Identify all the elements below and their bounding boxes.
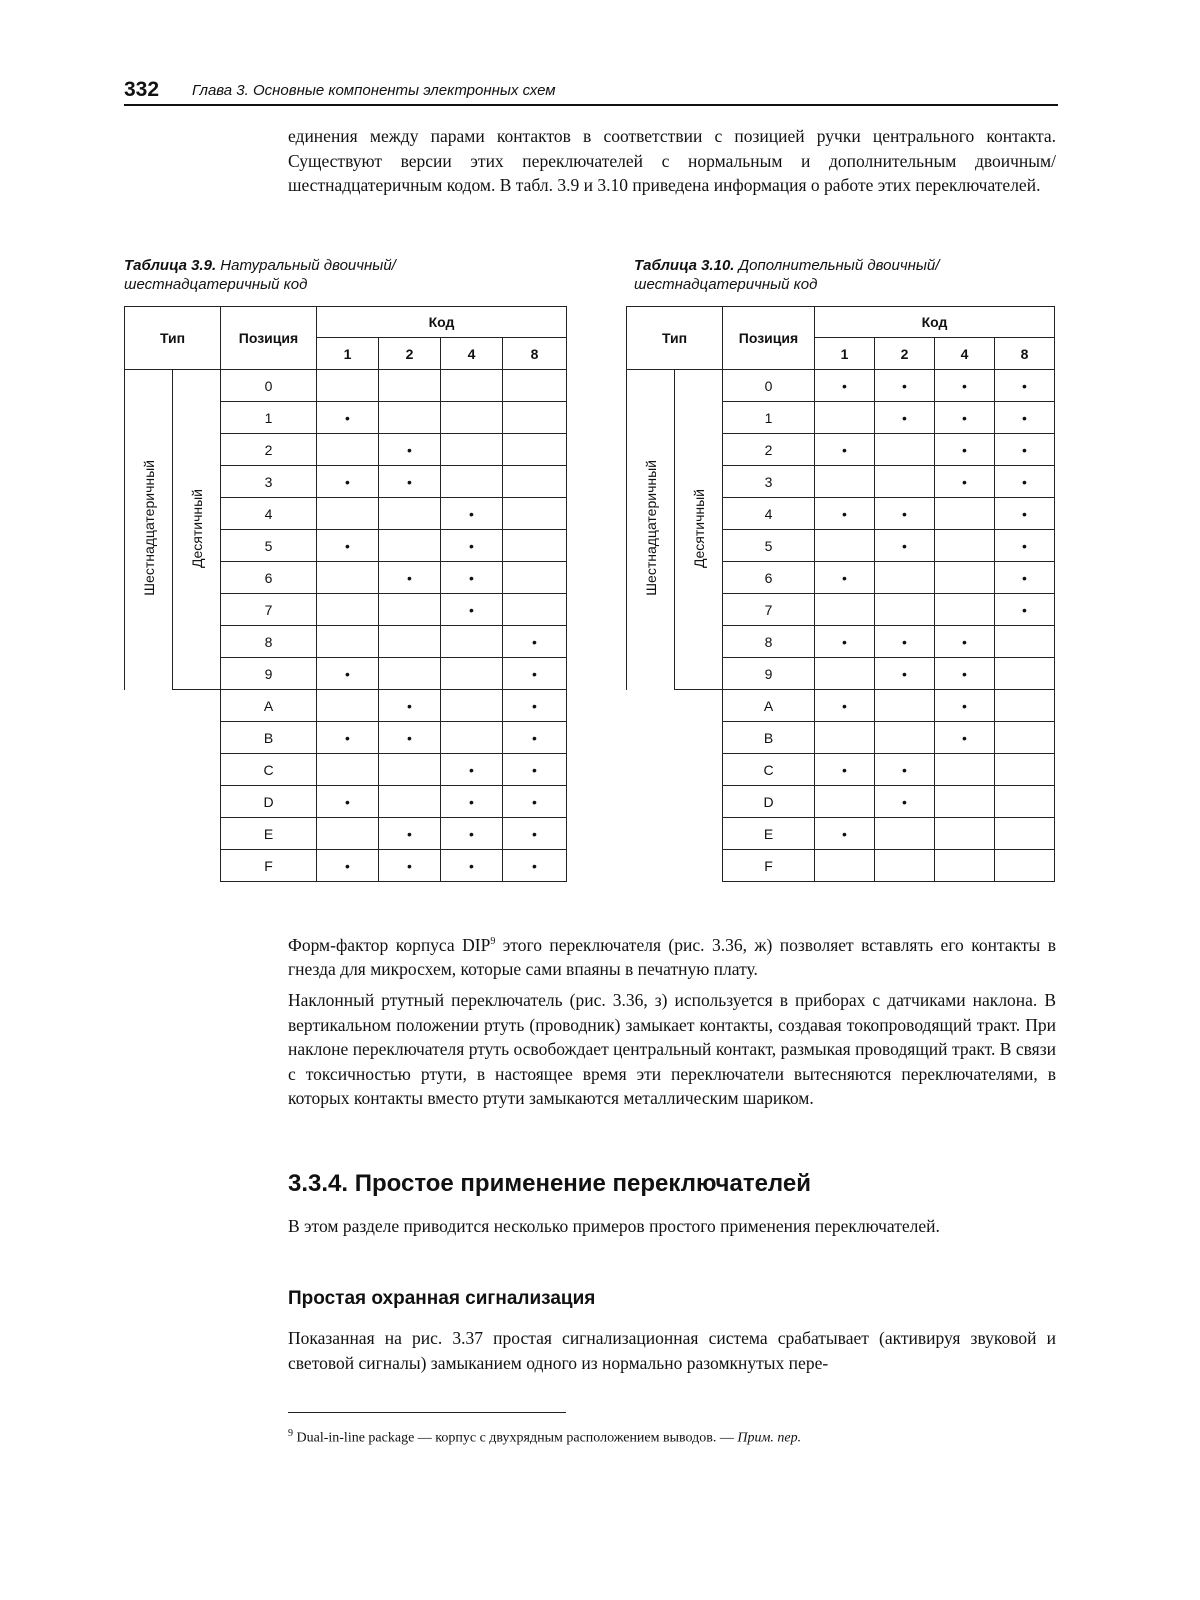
code-bit-cell <box>815 850 875 882</box>
code-bit-cell: • <box>935 466 995 498</box>
code-bit-cell <box>935 530 995 562</box>
col-type-header: Тип <box>627 307 723 370</box>
paragraph-mercury: Наклонный ртутный переключатель (рис. 3.36, з) используется в приборах с датчиками наклона. В вертикальном положении ртуть (проводник) замыкает контакты, создавая токопроводящий тракт. При наклоне переключателя ртуть освобождает центральный контакт, размыкая проводящий тракт. В связи с токсичностью ртути, в настоящее время эти переключатели вытесняются переключателями, в которых контакты вместо ртути замыкаются металлическим шариком. <box>288 990 1056 1108</box>
code-bit-cell <box>441 402 503 434</box>
table-row <box>125 690 567 722</box>
position-cell: 4 <box>723 498 815 530</box>
code-bit-cell: • <box>815 498 875 530</box>
code-bit-cell: • <box>379 466 441 498</box>
bit-header: 4 <box>441 338 503 370</box>
code-bit-cell: • <box>379 690 441 722</box>
code-bit-cell <box>875 690 935 722</box>
code-bit-cell: • <box>995 370 1055 402</box>
code-bit-cell <box>317 562 379 594</box>
section-paragraph: В этом разделе приводится несколько примеров простого применения переключателей. <box>288 1216 940 1236</box>
code-bit-cell: • <box>815 562 875 594</box>
position-cell: 9 <box>221 658 317 690</box>
code-bit-cell: • <box>875 658 935 690</box>
position-cell: A <box>723 690 815 722</box>
code-bit-cell: • <box>935 722 995 754</box>
position-cell: 6 <box>723 562 815 594</box>
footnote-translator-note: Прим. пер. <box>737 1430 802 1446</box>
code-bit-cell <box>379 786 441 818</box>
position-cell: 5 <box>221 530 317 562</box>
code-bit-cell <box>995 786 1055 818</box>
position-cell: D <box>221 786 317 818</box>
code-bit-cell: • <box>935 402 995 434</box>
code-bit-cell <box>379 498 441 530</box>
code-bit-cell <box>815 722 875 754</box>
table2-caption-text: Дополнительный двоичный/шестнадцатеричный код <box>634 257 940 293</box>
code-bit-cell: • <box>503 722 567 754</box>
code-bit-cell: • <box>935 658 995 690</box>
code-bit-cell <box>935 498 995 530</box>
code-bit-cell: • <box>317 402 379 434</box>
header-row <box>627 307 1055 338</box>
code-bit-cell: • <box>815 690 875 722</box>
code-bit-cell: • <box>995 498 1055 530</box>
footnote-number: 9 <box>288 1428 293 1439</box>
code-bit-cell: • <box>815 434 875 466</box>
code-bit-cell <box>815 530 875 562</box>
position-cell: 0 <box>723 370 815 402</box>
code-bit-cell <box>875 850 935 882</box>
code-bit-cell: • <box>815 370 875 402</box>
code-bit-cell <box>503 402 567 434</box>
code-bit-cell: • <box>503 626 567 658</box>
code-bit-cell: • <box>995 530 1055 562</box>
code-bit-cell: • <box>379 434 441 466</box>
code-bit-cell <box>317 434 379 466</box>
footnote-divider <box>288 1412 566 1413</box>
code-bit-cell <box>995 626 1055 658</box>
position-cell: 8 <box>221 626 317 658</box>
code-bit-cell: • <box>995 402 1055 434</box>
code-bit-cell <box>935 562 995 594</box>
bit-header: 2 <box>379 338 441 370</box>
col-type-header: Тип <box>125 307 221 370</box>
position-cell: 1 <box>221 402 317 434</box>
code-bit-cell <box>379 530 441 562</box>
code-bit-cell: • <box>995 434 1055 466</box>
code-bit-cell: • <box>379 818 441 850</box>
code-bit-cell <box>935 594 995 626</box>
table-natural-code <box>124 306 567 882</box>
running-title: Глава 3. Основные компоненты электронных схем <box>192 82 556 99</box>
dec-type-text: Десятичный <box>690 488 707 568</box>
position-cell: A <box>221 690 317 722</box>
bit-header: 8 <box>503 338 567 370</box>
code-bit-cell <box>317 690 379 722</box>
code-bit-cell <box>379 402 441 434</box>
code-bit-cell: • <box>317 530 379 562</box>
header-row <box>125 307 567 338</box>
code-bit-cell: • <box>875 370 935 402</box>
code-bit-cell: • <box>441 786 503 818</box>
code-bit-cell <box>441 434 503 466</box>
col-code-header: Код <box>317 307 567 338</box>
code-bit-cell <box>441 722 503 754</box>
table-row <box>125 370 567 402</box>
bit-header: 1 <box>815 338 875 370</box>
code-bit-cell: • <box>379 722 441 754</box>
code-bit-cell: • <box>379 850 441 882</box>
code-bit-cell: • <box>503 818 567 850</box>
table-row <box>627 690 1055 722</box>
code-bit-cell: • <box>815 818 875 850</box>
code-bit-cell <box>441 658 503 690</box>
code-bit-cell <box>317 594 379 626</box>
dec-type-text: Десятичный <box>188 488 205 568</box>
code-bit-cell <box>875 818 935 850</box>
code-bit-cell <box>875 466 935 498</box>
position-cell: C <box>221 754 317 786</box>
position-cell: 8 <box>723 626 815 658</box>
code-bit-cell <box>875 562 935 594</box>
code-bit-cell: • <box>995 594 1055 626</box>
code-bit-cell <box>379 370 441 402</box>
bit-header: 8 <box>995 338 1055 370</box>
code-bit-cell: • <box>317 786 379 818</box>
code-bit-cell: • <box>935 434 995 466</box>
intro-paragraph: единения между парами контактов в соответствии с позицией ручки центрального контакта. Существуют версии этих переключателей с нормальным и дополнительным двоичным/шестнадцатеричным кодом. В табл. 3.9 и 3.10 приведена информация о работе этих переключателей. <box>288 126 1056 195</box>
code-bit-cell <box>379 658 441 690</box>
hex-type-text: Шестнадцатеричный <box>642 460 659 597</box>
table2-caption-label: Таблица 3.10. <box>634 257 735 274</box>
position-cell: 7 <box>723 594 815 626</box>
code-bit-cell <box>441 690 503 722</box>
paragraph-dip <box>288 930 1056 982</box>
code-bit-cell: • <box>379 562 441 594</box>
code-bit-cell <box>503 562 567 594</box>
code-bit-cell: • <box>503 850 567 882</box>
bit-header: 1 <box>317 338 379 370</box>
code-bit-cell: • <box>815 626 875 658</box>
code-bit-cell <box>317 754 379 786</box>
code-bit-cell <box>317 818 379 850</box>
code-bit-cell: • <box>317 850 379 882</box>
code-bit-cell <box>875 594 935 626</box>
col-position-header: Позиция <box>221 307 317 370</box>
table2-caption <box>634 256 964 294</box>
subsection-heading: Простая охранная сигнализация <box>288 1288 596 1309</box>
code-bit-cell: • <box>441 498 503 530</box>
section-heading: 3.3.4. Простое применение переключателей <box>288 1170 811 1197</box>
code-bit-cell: • <box>317 466 379 498</box>
code-bit-cell: • <box>935 690 995 722</box>
code-bit-cell <box>995 658 1055 690</box>
position-cell: 3 <box>723 466 815 498</box>
code-bit-cell <box>995 722 1055 754</box>
position-cell: E <box>221 818 317 850</box>
code-bit-cell: • <box>441 562 503 594</box>
position-cell: 7 <box>221 594 317 626</box>
code-bit-cell: • <box>875 754 935 786</box>
code-bit-cell <box>935 818 995 850</box>
code-bit-cell <box>503 434 567 466</box>
code-bit-cell <box>935 850 995 882</box>
code-bit-cell <box>317 498 379 530</box>
position-cell: E <box>723 818 815 850</box>
bit-header: 2 <box>875 338 935 370</box>
code-bit-cell <box>317 370 379 402</box>
code-bit-cell <box>815 594 875 626</box>
footnote <box>288 1428 801 1447</box>
col-position-header: Позиция <box>723 307 815 370</box>
hex-type-label <box>627 370 675 690</box>
position-cell: B <box>723 722 815 754</box>
code-bit-cell <box>935 754 995 786</box>
footnote-ref: 9 <box>490 936 496 947</box>
code-bit-cell: • <box>503 690 567 722</box>
code-bit-cell <box>995 818 1055 850</box>
code-bit-cell: • <box>875 498 935 530</box>
paragraph-dip-end: этого переключателя (рис. 3.36, ж) позволяет вставлять его контакты в гнезда для микросхем, которые сами впаяны в печатную плату. <box>288 934 1056 980</box>
paragraph-dip-start: Форм-фактор корпуса DIP <box>288 934 491 955</box>
code-bit-cell: • <box>441 850 503 882</box>
code-bit-cell: • <box>503 786 567 818</box>
code-bit-cell: • <box>441 818 503 850</box>
position-cell: 0 <box>221 370 317 402</box>
position-cell: 6 <box>221 562 317 594</box>
code-bit-cell <box>379 594 441 626</box>
table-complement-code <box>626 306 1055 882</box>
footnote-text: Dual-in-line package — корпус с двухрядным расположением выводов. — <box>293 1430 738 1446</box>
code-bit-cell <box>875 434 935 466</box>
alarm-paragraph: Показанная на рис. 3.37 простая сигнализационная система срабатывает (активируя звуковой и световой сигналы) замыканием одного из нормально разомкнутых пере- <box>288 1328 1056 1373</box>
code-bit-cell <box>379 626 441 658</box>
code-bit-cell: • <box>317 658 379 690</box>
type-empty-cell <box>125 690 221 882</box>
code-bit-cell: • <box>875 530 935 562</box>
code-bit-cell <box>995 754 1055 786</box>
col-code-header: Код <box>815 307 1055 338</box>
code-bit-cell: • <box>317 722 379 754</box>
code-bit-cell: • <box>875 402 935 434</box>
code-bit-cell <box>995 850 1055 882</box>
code-bit-cell: • <box>875 626 935 658</box>
table1-caption-text: Натуральный двоичный/шестнадцатеричный код <box>124 257 396 293</box>
position-cell: 2 <box>723 434 815 466</box>
dec-type-label <box>675 370 723 690</box>
code-bit-cell <box>441 626 503 658</box>
position-cell: F <box>723 850 815 882</box>
position-cell: 2 <box>221 434 317 466</box>
table1-caption-label: Таблица 3.9. <box>124 257 217 274</box>
code-bit-cell: • <box>815 754 875 786</box>
code-bit-cell <box>815 786 875 818</box>
code-bit-cell: • <box>935 370 995 402</box>
position-cell: 1 <box>723 402 815 434</box>
position-cell: D <box>723 786 815 818</box>
code-bit-cell <box>503 530 567 562</box>
code-bit-cell <box>815 658 875 690</box>
type-empty-cell <box>627 690 723 882</box>
bit-header: 4 <box>935 338 995 370</box>
code-bit-cell <box>379 754 441 786</box>
code-bit-cell <box>441 370 503 402</box>
code-bit-cell <box>815 466 875 498</box>
code-bit-cell: • <box>441 754 503 786</box>
code-bit-cell <box>441 466 503 498</box>
code-bit-cell: • <box>995 466 1055 498</box>
table-row <box>627 370 1055 402</box>
code-bit-cell: • <box>875 786 935 818</box>
hex-type-text: Шестнадцатеричный <box>140 460 157 597</box>
code-bit-cell <box>503 498 567 530</box>
position-cell: C <box>723 754 815 786</box>
code-bit-cell: • <box>503 754 567 786</box>
hex-type-label <box>125 370 173 690</box>
position-cell: 3 <box>221 466 317 498</box>
position-cell: 4 <box>221 498 317 530</box>
code-bit-cell <box>935 786 995 818</box>
position-cell: 5 <box>723 530 815 562</box>
position-cell: 9 <box>723 658 815 690</box>
position-cell: F <box>221 850 317 882</box>
code-bit-cell <box>503 466 567 498</box>
page-header <box>124 78 1058 106</box>
code-bit-cell <box>503 370 567 402</box>
code-bit-cell: • <box>935 626 995 658</box>
code-bit-cell <box>875 722 935 754</box>
code-bit-cell: • <box>995 562 1055 594</box>
page-number: 332 <box>124 78 160 101</box>
code-bit-cell <box>503 594 567 626</box>
dec-type-label <box>173 370 221 690</box>
code-bit-cell <box>815 402 875 434</box>
code-bit-cell: • <box>441 530 503 562</box>
table1-caption <box>124 256 454 294</box>
code-bit-cell <box>995 690 1055 722</box>
code-bit-cell: • <box>441 594 503 626</box>
code-bit-cell: • <box>503 658 567 690</box>
code-bit-cell <box>317 626 379 658</box>
position-cell: B <box>221 722 317 754</box>
